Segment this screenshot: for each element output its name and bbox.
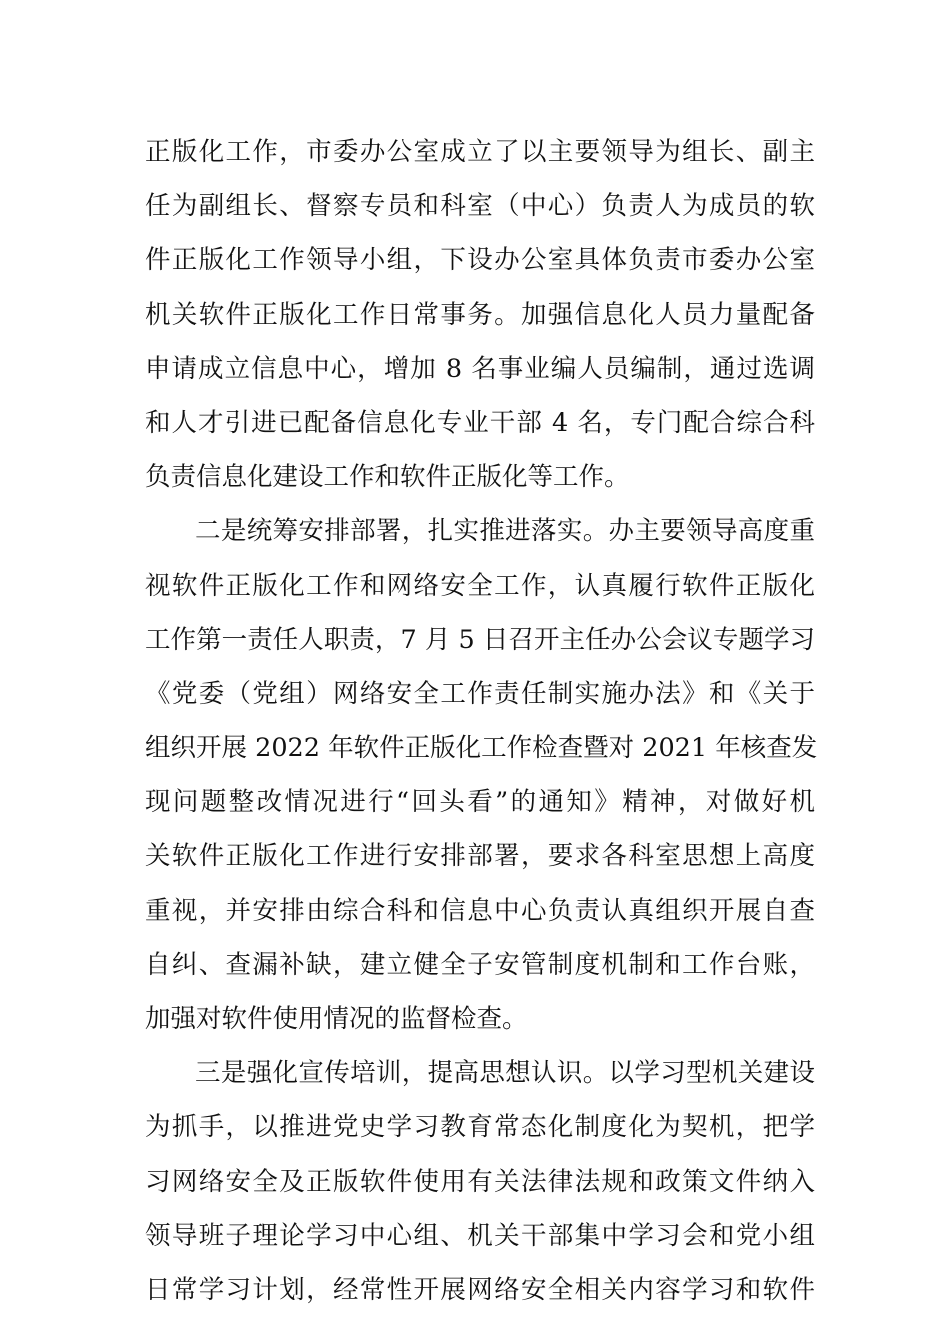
text-line: 加强对软件使用情况的监督检查。 xyxy=(145,1004,528,1034)
text-line: 视软件正版化工作和网络安全工作，认真履行软件正版化 xyxy=(145,570,815,601)
text-line: 任为副组长、督察专员和科室（中心）负责人为成员的软 xyxy=(145,191,815,222)
text-line: 现问题整改情况进行“回头看”的通知》精神，对做好机 xyxy=(145,787,815,818)
text-line: 件正版化工作领导小组，下设办公室具体负责市委办公室 xyxy=(145,245,815,276)
text-line: 机关软件正版化工作日常事务。加强信息化人员力量配备 xyxy=(145,299,815,330)
text-line: 《党委（党组）网络安全工作责任制实施办法》和《关于 xyxy=(145,678,815,709)
paragraph-start-line: 二是统筹安排部署，扎实推进落实。办主要领导高度重 xyxy=(195,516,815,547)
paragraph-start-line: 三是强化宣传培训，提高思想认识。以学习型机关建设 xyxy=(195,1058,815,1089)
text-line: 领导班子理论学习中心组、机关干部集中学习会和党小组 xyxy=(145,1220,815,1251)
text-line: 自纠、查漏补缺，建立健全子安管制度机制和工作台账， xyxy=(145,949,815,980)
text-line: 组织开展 2022 年软件正版化工作检查暨对 2021 年核查发 xyxy=(145,733,818,764)
document-body xyxy=(145,125,818,1317)
text-line: 为抓手，以推进党史学习教育常态化制度化为契机，把学 xyxy=(145,1112,815,1143)
text-line: 申请成立信息中心，增加 8 名事业编人员编制，通过选调 xyxy=(145,353,815,384)
text-line: 重视，并安排由综合科和信息中心负责认真组织开展自查 xyxy=(145,895,815,926)
text-line: 工作第一责任人职责，7 月 5 日召开主任办公会议专题学习 xyxy=(145,624,815,655)
text-line: 日常学习计划，经常性开展网络安全相关内容学习和软件 xyxy=(145,1274,815,1305)
text-line: 关软件正版化工作进行安排部署，要求各科室思想上高度 xyxy=(145,841,815,872)
text-line: 正版化工作，市委办公室成立了以主要领导为组长、副主 xyxy=(145,137,815,167)
text-line: 习网络安全及正版软件使用有关法律法规和政策文件纳入 xyxy=(145,1166,815,1197)
text-line: 和人才引进已配备信息化专业干部 4 名，专门配合综合科 xyxy=(145,407,815,438)
text-line: 负责信息化建设工作和软件正版化等工作。 xyxy=(145,462,630,493)
